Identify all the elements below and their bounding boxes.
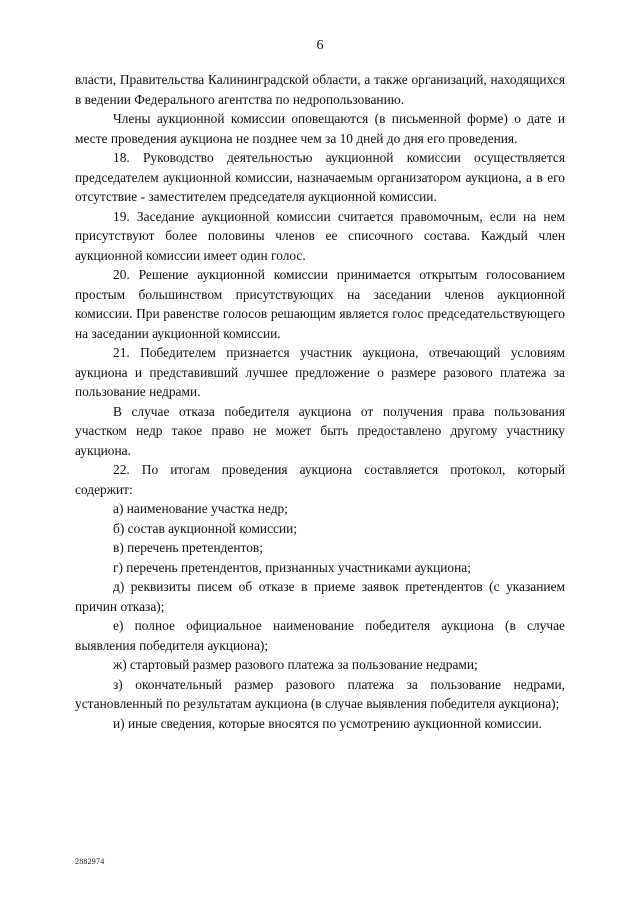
list-item-a: а) наименование участка недр; [113, 501, 288, 516]
paragraph-clause-18: 18. Руководство деятельностью аукционной комиссии осуществляется председателем аукционной комиссии, назначаемым организатором аукциона, а в его отсутствие - заместителем председателя аукционной комиссии. [75, 150, 565, 204]
document-code: 2882974 [75, 857, 105, 866]
paragraph-clause-19: 19. Заседание аукционной комиссии считается правомочным, если на нем присутствуют более половины членов ее списочного состава. Каждый член аукционной комиссии имеет один голос. [75, 208, 565, 263]
page-number: 6 [316, 38, 324, 53]
list-item-v: в) перечень претендентов; [113, 540, 263, 555]
paragraph-clause-21: 21. Победителем признается участник аукциона, отвечающий условиям аукциона и представивший лучшее предложение о размере разового платежа за пользование недрами. [75, 345, 565, 399]
paragraph: власти, Правительства Калининградской области, а также организаций, находящихся в ведении Федерального агентства по недропользованию. [75, 72, 565, 107]
list-item-d: д) реквизиты писем об отказе в приеме заявок претендентов (с указанием причин отказа); [75, 579, 565, 614]
paragraph: В случае отказа победителя аукциона от получения права пользования участком недр такое право не может быть предоставлено другому участнику аукциона. [75, 403, 565, 458]
list-item-e: е) полное официальное наименование победителя аукциона (в случае выявления победителя аукциона); [75, 618, 565, 653]
list-item-z: з) окончательный размер разового платежа за пользование недрами, установленный по результатам аукциона (в случае выявления победителя аукциона); [75, 676, 565, 711]
paragraph-clause-22: 22. По итогам проведения аукциона составляется протокол, который содержит: [75, 462, 565, 497]
document-body [75, 70, 565, 733]
list-item-g: г) перечень претендентов, признанных участниками аукциона; [113, 559, 471, 575]
paragraph-clause-20: 20. Решение аукционной комиссии принимается открытым голосованием простым большинством присутствующих на заседании членов аукционной комиссии. При равенстве голосов решающим является голос председательствующего на заседании аукционной комиссии. [75, 267, 565, 341]
list-item-zh: ж) стартовый размер разового платежа за пользование недрами; [113, 657, 478, 672]
list-item-i: и) иные сведения, которые вносятся по усмотрению аукционной комиссии. [113, 715, 542, 731]
list-item-b: б) состав аукционной комиссии; [113, 520, 298, 536]
paragraph: Члены аукционной комиссии оповещаются (в письменной форме) о дате и месте проведения аукциона не позднее чем за 10 дней до дня его проведения. [75, 111, 565, 146]
